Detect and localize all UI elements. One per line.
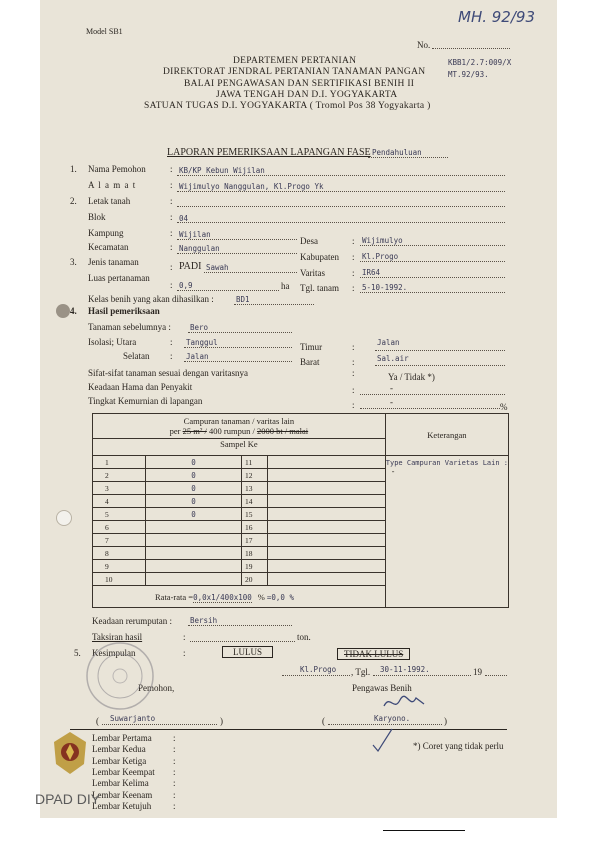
sample-value-cell: 0 bbox=[146, 508, 242, 521]
emblem-icon bbox=[50, 730, 90, 776]
report-phase: Pendahuluan bbox=[372, 148, 422, 157]
lembar-item: Lembar Ketujuh : bbox=[92, 800, 176, 811]
item-number-2: 2. bbox=[70, 196, 77, 206]
hama-penyakit-label: Keadaan Hama dan Penyakit bbox=[88, 382, 193, 392]
sample-value-cell bbox=[268, 547, 386, 560]
sample-value-cell bbox=[268, 573, 386, 586]
bottom-line bbox=[383, 830, 465, 831]
kelas-benih-value: BD1 bbox=[236, 295, 250, 304]
table-row bbox=[93, 456, 509, 469]
item-number-3: 3. bbox=[70, 257, 77, 267]
rata-rata-cell bbox=[93, 586, 386, 608]
blok-dotline bbox=[177, 222, 505, 223]
tidak-lulus-box: TIDAK LULUS bbox=[337, 648, 410, 660]
kelas-dotline bbox=[234, 304, 314, 305]
header-line-2: DIREKTORAT JENDRAL PERTANIAN TANAMAN PANGAN bbox=[163, 67, 426, 77]
place-dotline bbox=[282, 675, 350, 676]
alamat-label: A l a m a t bbox=[88, 180, 137, 190]
sample-number-cell: 1 bbox=[93, 456, 146, 469]
blok-value: 04 bbox=[179, 214, 189, 223]
kabupaten-value: Kl.Progo bbox=[362, 252, 399, 261]
barat-label: Barat bbox=[300, 357, 320, 367]
rata-rata-result: =0,0 % bbox=[266, 592, 294, 602]
letak-dotline bbox=[177, 206, 505, 207]
pemohon-name: Suwarjanto bbox=[110, 714, 156, 723]
kabupaten-dotline bbox=[360, 261, 505, 262]
lembar-label: Lembar Kedua bbox=[92, 744, 146, 755]
isolasi-utara-value: Tanggul bbox=[186, 338, 218, 347]
taksiran-dotline bbox=[190, 641, 295, 642]
checkmark-icon bbox=[370, 727, 396, 753]
sample-value-cell: 0 bbox=[146, 469, 242, 482]
sample-number-cell: 8 bbox=[93, 547, 146, 560]
sample-value-cell bbox=[268, 521, 386, 534]
kampung-dotline bbox=[177, 239, 297, 240]
no-label: No. bbox=[417, 40, 431, 50]
sifat-value: Ya / Tidak *) bbox=[388, 372, 435, 382]
luas-unit: ha bbox=[281, 281, 290, 291]
lembar-label: Lembar Ketiga bbox=[92, 755, 147, 766]
sample-value-cell bbox=[146, 560, 242, 573]
sample-value-cell bbox=[146, 547, 242, 560]
tgl-tanam-dotline bbox=[360, 292, 505, 293]
watermark-text: DPAD DIY bbox=[35, 791, 101, 807]
jenis-value: Sawah bbox=[206, 263, 229, 272]
tgl-label: , Tgl. bbox=[351, 667, 371, 677]
header-line-4: JAWA TENGAH DAN D.I. YOGYAKARTA bbox=[216, 90, 398, 100]
pemohon-name-dotline bbox=[102, 724, 217, 725]
pemohon-label: Pemohon, bbox=[138, 683, 175, 693]
sample-value-cell bbox=[146, 534, 242, 547]
lembar-label: Lembar Pertama bbox=[92, 733, 152, 743]
item-number-5: 5. bbox=[74, 648, 81, 658]
header-line-5: SATUAN TUGAS D.I. YOGYAKARTA ( Tromol Pos 38 Yogyakarta ) bbox=[144, 101, 431, 111]
luas-label: Luas pertanaman bbox=[88, 273, 150, 283]
tgl-tanam-value: 5-10-1992. bbox=[362, 283, 408, 292]
sample-value-cell bbox=[268, 495, 386, 508]
sample-value-cell bbox=[146, 521, 242, 534]
sample-number-cell: 7 bbox=[93, 534, 146, 547]
sample-value-cell: 0 bbox=[146, 495, 242, 508]
rata-rata-label: Rata-rata = bbox=[155, 591, 194, 602]
place-value: Kl.Progo bbox=[300, 665, 337, 674]
selatan-dotline bbox=[184, 361, 292, 362]
punch-hole-bottom bbox=[56, 510, 72, 526]
sample-number-cell: 19 bbox=[242, 560, 268, 573]
inspection-table bbox=[92, 413, 509, 608]
nama-pemohon-value: KB/KP Kebun Wijilan bbox=[179, 166, 265, 175]
kesimpulan-label: Kesimpulan bbox=[92, 648, 136, 658]
sample-value-cell bbox=[146, 573, 242, 586]
tanaman-sebelumnya-value: Bero bbox=[190, 323, 209, 332]
tgl-value: 30-11-1992. bbox=[380, 665, 430, 674]
lembar-item: Lembar Ketiga : bbox=[92, 755, 176, 766]
handwritten-reference: MH. 92/93 bbox=[458, 8, 535, 26]
sampel-header: Sampel Ke bbox=[93, 438, 385, 449]
lembar-label: Lembar Ketujuh bbox=[92, 800, 152, 811]
sample-number-cell: 9 bbox=[93, 560, 146, 573]
luas-value: 0,9 bbox=[179, 281, 193, 290]
jenis-prefix: PADI bbox=[179, 261, 202, 272]
lembar-item: Lembar Kedua : bbox=[92, 744, 176, 755]
kemurnian-label: Tingkat Kemurnian di lapangan bbox=[88, 396, 203, 406]
luas-dotline bbox=[177, 290, 279, 291]
no-value: KBB1/2.7:009/X bbox=[448, 58, 512, 67]
taksiran-label: Taksiran hasil bbox=[92, 632, 143, 642]
kecamatan-label: Kecamatan bbox=[88, 242, 129, 252]
lembar-item: Lembar Keenam : bbox=[92, 789, 176, 800]
sample-value-cell bbox=[268, 560, 386, 573]
pengawas-name: Karyono. bbox=[374, 714, 411, 723]
table-header-cell bbox=[93, 414, 386, 456]
report-title: LAPORAN PEMERIKSAAN LAPANGAN FASE bbox=[167, 147, 371, 158]
kelas-benih-label: Kelas benih yang akan dihasilkan : bbox=[88, 294, 214, 304]
barat-value: Sal.air bbox=[377, 354, 409, 363]
official-stamp-icon bbox=[84, 640, 156, 712]
keterangan-dash: - bbox=[391, 467, 395, 476]
taksiran-unit: ton. bbox=[297, 632, 311, 642]
sample-value-cell bbox=[268, 469, 386, 482]
desa-dotline bbox=[360, 245, 505, 246]
hama-dotline bbox=[360, 394, 505, 395]
sample-number-cell: 12 bbox=[242, 469, 268, 482]
kabupaten-label: Kabupaten bbox=[300, 252, 339, 262]
sample-value-cell bbox=[268, 534, 386, 547]
alamat-dotline bbox=[177, 191, 505, 192]
item-number-4: 4. bbox=[70, 306, 77, 316]
hama-penyakit-value: - bbox=[390, 383, 393, 393]
rata-rata-unit: % bbox=[257, 591, 265, 602]
lembar-item: Lembar Kelima : bbox=[92, 778, 176, 789]
kecamatan-dotline bbox=[177, 253, 297, 254]
lulus-box: LULUS bbox=[222, 646, 273, 658]
timur-value: Jalan bbox=[377, 338, 400, 347]
timur-label: Timur bbox=[300, 342, 323, 352]
divider-line bbox=[70, 729, 507, 730]
sifat-label: Sifat-sifat tanaman sesuai dengan varitasnya bbox=[88, 368, 248, 378]
sample-number-cell: 13 bbox=[242, 482, 268, 495]
kampung-label: Kampung bbox=[88, 228, 124, 238]
year-suffix: 19 bbox=[473, 667, 482, 677]
varitas-dotline bbox=[360, 277, 505, 278]
isolasi-utara-label: Isolasi; Utara bbox=[88, 337, 137, 347]
tgl-tanam-label: Tgl. tanam bbox=[300, 283, 339, 293]
sample-number-cell: 17 bbox=[242, 534, 268, 547]
keterangan-header: Keterangan bbox=[385, 414, 508, 456]
utara-dotline bbox=[184, 347, 292, 348]
year-dotline bbox=[485, 675, 507, 676]
lembar-label: Lembar Kelima bbox=[92, 778, 149, 789]
sample-number-cell: 2 bbox=[93, 469, 146, 482]
pengawas-name-dotline bbox=[328, 724, 442, 725]
lembar-label: Lembar Keempat bbox=[92, 766, 155, 777]
varitas-value: IR64 bbox=[362, 268, 381, 277]
nama-dotline bbox=[177, 175, 505, 176]
sample-number-cell: 3 bbox=[93, 482, 146, 495]
tgl-dotline bbox=[373, 675, 471, 676]
keterangan-cell bbox=[385, 456, 508, 608]
kampung-value: Wijilan bbox=[179, 230, 211, 239]
signature-icon bbox=[380, 690, 430, 716]
table-header-25m2: 25 m² / bbox=[182, 426, 207, 436]
header-line-1: DEPARTEMEN PERTANIAN bbox=[233, 56, 357, 66]
rerumputan-dotline bbox=[188, 625, 292, 626]
sample-value-cell bbox=[268, 482, 386, 495]
sample-number-cell: 6 bbox=[93, 521, 146, 534]
sample-number-cell: 11 bbox=[242, 456, 268, 469]
desa-label: Desa bbox=[300, 236, 318, 246]
phase-dotline bbox=[368, 157, 448, 158]
barat-dotline bbox=[375, 365, 505, 366]
keterangan-text: Type Campuran Varietas Lain : bbox=[385, 459, 508, 467]
table-header-line-1: Campuran tanaman / varitas lain bbox=[183, 416, 295, 426]
alamat-value: Wijimulyo Nanggulan, Kl.Progo Yk bbox=[179, 182, 324, 191]
sample-number-cell: 5 bbox=[93, 508, 146, 521]
hasil-pemeriksaan-label: Hasil pemeriksaan bbox=[88, 306, 160, 316]
timur-dotline bbox=[375, 350, 505, 351]
no-dotline bbox=[432, 48, 510, 49]
sample-value-cell: 0 bbox=[146, 456, 242, 469]
kemurnian-unit: % bbox=[500, 402, 508, 412]
rata-rata-value: 0,0x1/400x100 bbox=[193, 592, 252, 602]
document-sheet: Model SB1 MH. 92/93 No. KBB1/2.7:009/X MT.92/93. DEPARTEMEN PERTANIAN DIREKTORAT JENDRAL PERTANIAN TANAMAN PANGAN BALAI PENGAWASAN DAN SERTIFIKASI BENIH II JAWA TENGAH DAN D.I. YOGYAKARTA SATUAN TUGAS D.I. YOGYAKARTA ( Tromol Pos 38 Yogyakarta ) LAPORAN PEMERIKSAAN LAPANGAN FASE Pendahuluan 1. Nama Pemohon : KB/KP Kebun Wijilan A l a m a t : Wijimulyo Nanggulan, Kl.Progo Yk 2. Letak tanah : Blok : 04 Kampung : Wijilan Desa : Wijimulyo Kecamatan : Nanggulan Kabupaten : Kl.Progo 3. Jenis tanaman : PADI Sawah Varitas : IR64 Luas pertanaman : 0,9 ha Tgl. tanam : 5-10-1992. Kelas benih yang akan dihasilkan : BD1 4. Hasil pemeriksaan Tanaman sebelumnya : Bero Isolasi; Utara : Tanggul Timur : Jalan Selatan : Jalan Barat : Sal.air Sifat-sifat tanaman sesuai dengan varitasnya : Ya / Tidak *) Keadaan Hama dan Penyakit : - Tingkat Kemurnian di lapangan : - % Campuran tanaman / varitas lain per 25 m² / 400 rumpun / 2000 bt / malai Sampel Ke Keterangan 1 0 11 Type Campuran Varietas Lain : - 2 0 12 3 0 13 4 0 14 5 0 15 6 16 7 17 8 18 9 19 10 20 Rata-rata =0,0x1/400x100 % =0,0 % Keadaan rerumputan : Bersih Taksiran hasil : ton. 5. Kesimpulan : LULUS TIDAK LULUS Kl.Progo , Tgl. 30-11-1992. 19 Pemohon, Pengawas Benih ( Suwarjanto ) ( Karyono. ) Lembar Pertama : Lembar Kedua : Lembar Ketiga : Lembar Keempat : Lembar Kelima : Lembar Keenam : Lembar Ketujuh : *) Coret yang tidak perlu bbox=[40, 0, 557, 818]
desa-value: Wijimulyo bbox=[362, 236, 403, 245]
lembar-item: Lembar Pertama : bbox=[92, 733, 176, 743]
sample-number-cell: 15 bbox=[242, 508, 268, 521]
sample-value-cell bbox=[268, 508, 386, 521]
table-header-400-rumpun: 400 rumpun / bbox=[209, 426, 255, 436]
coret-note: *) Coret yang tidak perlu bbox=[413, 741, 504, 751]
sample-number-cell: 18 bbox=[242, 547, 268, 560]
header-line-3: BALAI PENGAWASAN DAN SERTIFIKASI BENIH II bbox=[184, 79, 415, 89]
tanaman-sebelumnya-dotline bbox=[188, 332, 292, 333]
kemurnian-dotline bbox=[360, 408, 500, 409]
sample-number-cell: 14 bbox=[242, 495, 268, 508]
nama-pemohon-label: Nama Pemohon bbox=[88, 164, 146, 174]
pengawas-label: Pengawas Benih bbox=[352, 683, 412, 693]
jenis-tanaman-label: Jenis tanaman bbox=[88, 257, 139, 267]
letak-tanah-label: Letak tanah bbox=[88, 196, 131, 206]
selatan-value: Jalan bbox=[186, 352, 209, 361]
item-number-1: 1. bbox=[70, 164, 77, 174]
lembar-item: Lembar Keempat : bbox=[92, 766, 176, 777]
varitas-label: Varitas bbox=[300, 268, 325, 278]
blok-label: Blok bbox=[88, 212, 106, 222]
sample-number-cell: 20 bbox=[242, 573, 268, 586]
selatan-label: Selatan bbox=[123, 351, 150, 361]
table-header-2000bt: 2000 bt / malai bbox=[256, 426, 309, 436]
rerumputan-label: Keadaan rerumputan : bbox=[92, 616, 172, 626]
no-value-2: MT.92/93. bbox=[448, 70, 489, 79]
table-header-per: per bbox=[169, 426, 181, 436]
jenis-dotline bbox=[204, 272, 297, 273]
kecamatan-value: Nanggulan bbox=[179, 244, 220, 253]
sample-value-cell: 0 bbox=[146, 482, 242, 495]
sample-number-cell: 16 bbox=[242, 521, 268, 534]
rerumputan-value: Bersih bbox=[190, 616, 218, 625]
kemurnian-value: - bbox=[390, 397, 393, 407]
sample-number-cell: 10 bbox=[93, 573, 146, 586]
lembar-label: Lembar Keenam bbox=[92, 789, 153, 800]
tanaman-sebelumnya-label: Tanaman sebelumnya : bbox=[88, 322, 171, 332]
sample-number-cell: 4 bbox=[93, 495, 146, 508]
sample-value-cell bbox=[268, 456, 386, 469]
form-code: Model SB1 bbox=[86, 27, 123, 36]
punch-hole-top bbox=[56, 304, 70, 318]
